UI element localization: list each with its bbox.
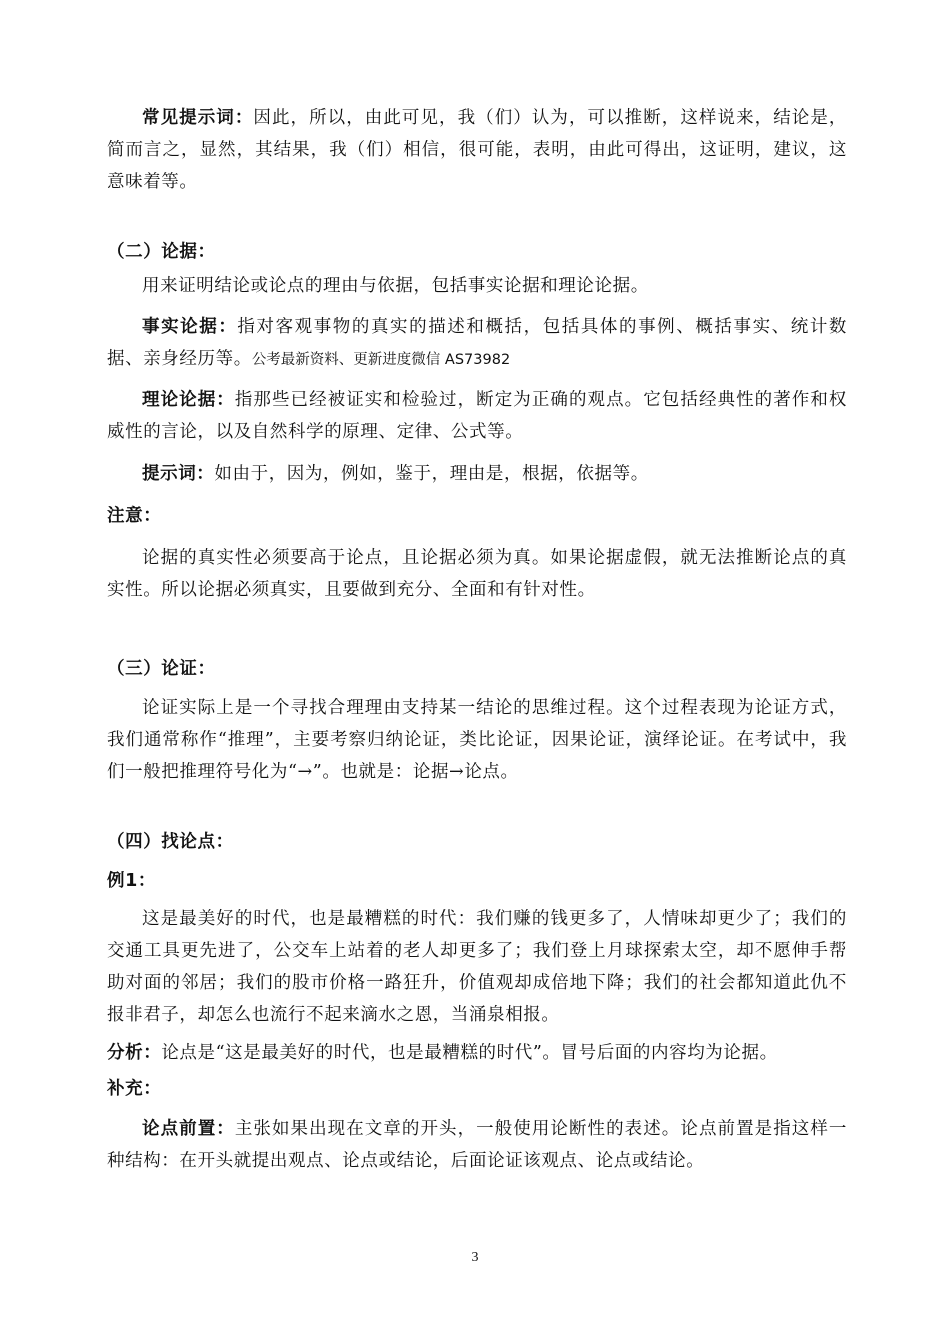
analysis-paragraph	[107, 1037, 847, 1069]
evidence-cue-words-label: 提示词：	[142, 464, 215, 484]
section-heading-find-thesis: （四）找论点：	[107, 832, 234, 852]
analysis-label: 分析：	[107, 1043, 162, 1063]
section-heading-evidence: （二）论据：	[107, 242, 216, 262]
thesis-first-label: 论点前置：	[142, 1119, 235, 1139]
note-heading: 注意：	[107, 506, 162, 526]
theoretical-evidence-text: 指那些已经被证实和检验过，断定为正确的观点。它包括经典性的著作和权威性的言论，以及自然科学的原理、定律、公式等。	[107, 390, 847, 442]
page-number: 3	[471, 1250, 479, 1265]
note-paragraph: 论据的真实性必须要高于论点，且论据必须为真。如果论据虚假，就无法推断论点的真实性。所以论据必须真实，且要做到充分、全面和有针对性。	[107, 548, 847, 600]
thesis-first-text: 主张如果出现在文章的开头，一般使用论断性的表述。论点前置是指这样一种结构：在开头就提出观点、论点或结论，后面论证该观点、论点或结论。	[107, 1119, 847, 1171]
factual-evidence-paragraph	[107, 311, 847, 376]
evidence-definition: 用来证明结论或论点的理由与依据，包括事实论据和理论论据。	[142, 276, 649, 296]
evidence-cue-words-text: 如由于，因为，例如，鉴于，理由是，根据，依据等。	[214, 464, 649, 484]
example-paragraph: 这是最美好的时代，也是最糟糕的时代：我们赚的钱更多了，人情味却更少了；我们的交通工具更先进了，公交车上站着的老人却更多了；我们登上月球探索太空，却不愿伸手帮助对面的邻居；我们的股市价格一路狂升，价值观却成倍地下降；我们的社会都知道此仇不报非君子，却怎么也流行不起来滴水之恩，当涌泉相报。	[107, 909, 847, 1025]
factual-evidence-label: 事实论据：	[142, 317, 238, 337]
watermark-text: 公考最新资料、更新进度微信 AS73982	[251, 352, 511, 368]
example-heading: 例1：	[107, 871, 156, 891]
theoretical-evidence-paragraph	[107, 384, 847, 448]
common-cue-words-paragraph	[107, 102, 847, 198]
common-cue-words-text: 因此，所以，由此可见，我（们）认为，可以推断，这样说来，结论是，简而言之，显然，其结果，我（们）相信，很可能，表明，由此可得出，这证明，建议，这意味着等。	[107, 108, 847, 192]
argumentation-paragraph: 论证实际上是一个寻找合理理由支持某一结论的思维过程。这个过程表现为论证方式，我们通常称作“推理”，主要考察归纳论证，类比论证，因果论证，演绎论证。在考试中，我们一般把推理符号化为“→”。也就是：论据→论点。	[107, 698, 847, 782]
analysis-text: 论点是“这是最美好的时代，也是最糟糕的时代”。冒号后面的内容均为论据。	[161, 1043, 778, 1063]
theoretical-evidence-label: 理论论据：	[142, 390, 235, 410]
common-cue-words-label: 常见提示词：	[142, 108, 254, 128]
factual-evidence-text: 指对客观事物的真实的描述和概括，包括具体的事例、概括事实、统计数据、亲身经历等。	[107, 317, 847, 369]
evidence-cue-words-paragraph	[107, 458, 847, 490]
supplement-heading: 补充：	[107, 1079, 162, 1099]
thesis-first-paragraph	[107, 1113, 847, 1177]
section-heading-argumentation: （三）论证：	[107, 659, 216, 679]
